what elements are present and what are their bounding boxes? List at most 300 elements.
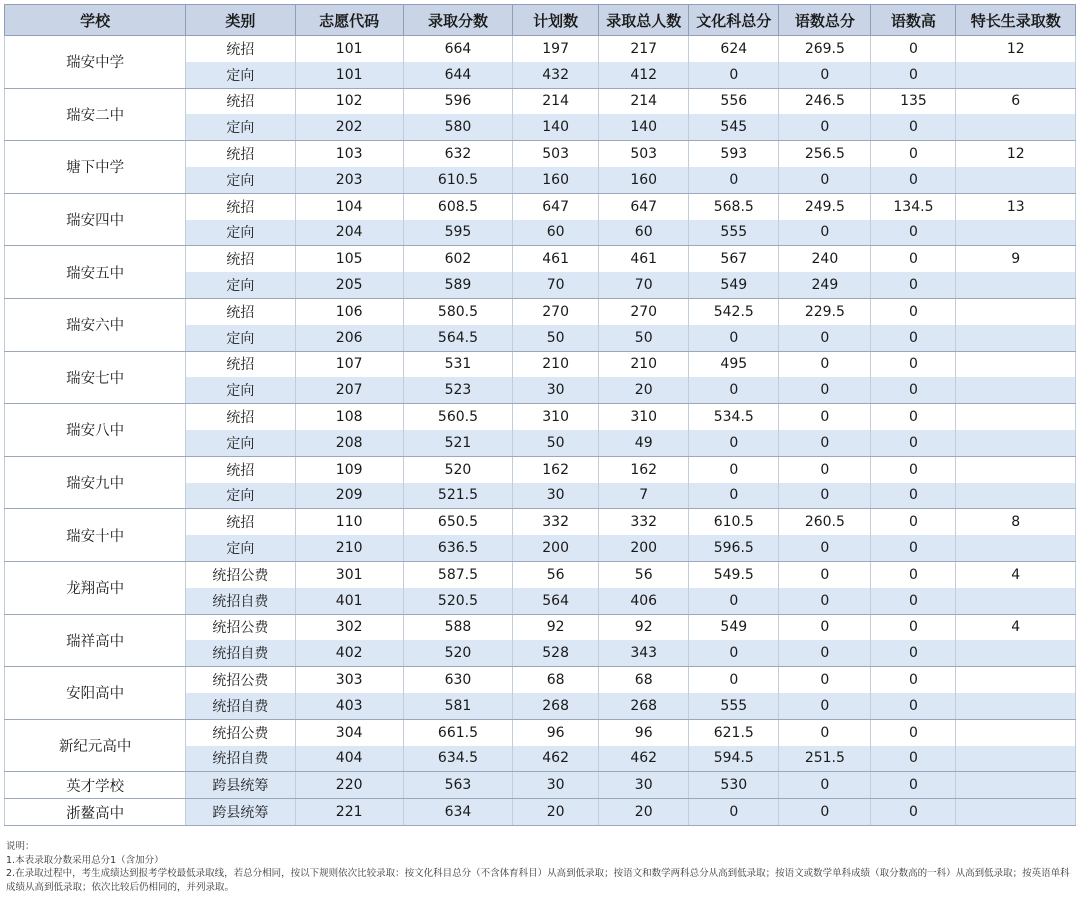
- special-count-cell: [956, 430, 1076, 456]
- total-cell: 214: [599, 88, 689, 114]
- code-cell: 221: [295, 799, 403, 826]
- yushu-high-cell: 0: [871, 298, 956, 324]
- special-count-cell: 4: [956, 614, 1076, 640]
- category-cell: 统招自费: [186, 588, 295, 614]
- yushu-total-cell: 0: [779, 325, 871, 351]
- category-cell: 定向: [186, 220, 295, 246]
- total-cell: 406: [599, 588, 689, 614]
- yushu-total-cell: 0: [779, 167, 871, 193]
- code-cell: 207: [295, 377, 403, 403]
- category-cell: 跨县统筹: [186, 772, 295, 799]
- total-cell: 343: [599, 640, 689, 666]
- score-cell: 531: [403, 351, 512, 377]
- total-cell: 647: [599, 193, 689, 219]
- total-cell: 160: [599, 167, 689, 193]
- code-cell: 206: [295, 325, 403, 351]
- category-cell: 统招: [186, 509, 295, 535]
- score-cell: 563: [403, 772, 512, 799]
- culture-total-cell: 534.5: [689, 404, 779, 430]
- table-row: [5, 799, 1076, 826]
- culture-total-cell: 0: [689, 62, 779, 88]
- plan-cell: 96: [513, 719, 599, 745]
- score-cell: 664: [403, 36, 512, 62]
- yushu-high-cell: 0: [871, 640, 956, 666]
- header-yushu-total: 语数总分: [779, 5, 871, 36]
- special-count-cell: [956, 640, 1076, 666]
- yushu-high-cell: 0: [871, 404, 956, 430]
- yushu-high-cell: 0: [871, 614, 956, 640]
- culture-total-cell: 593: [689, 141, 779, 167]
- yushu-total-cell: 0: [779, 799, 871, 826]
- category-cell: 统招: [186, 456, 295, 482]
- yushu-total-cell: 0: [779, 614, 871, 640]
- special-count-cell: [956, 799, 1076, 826]
- yushu-high-cell: 0: [871, 430, 956, 456]
- category-cell: 定向: [186, 377, 295, 403]
- total-cell: 7: [599, 483, 689, 509]
- total-cell: 310: [599, 404, 689, 430]
- category-cell: 定向: [186, 272, 295, 298]
- yushu-high-cell: 0: [871, 509, 956, 535]
- school-name-cell: 瑞安中学: [5, 36, 186, 89]
- plan-cell: 268: [513, 693, 599, 719]
- code-cell: 203: [295, 167, 403, 193]
- table-row: [5, 193, 1076, 219]
- plan-cell: 68: [513, 667, 599, 693]
- total-cell: 268: [599, 693, 689, 719]
- category-cell: 统招: [186, 351, 295, 377]
- table-body: [5, 36, 1076, 826]
- yushu-total-cell: 256.5: [779, 141, 871, 167]
- yushu-high-cell: 0: [871, 746, 956, 772]
- score-cell: 608.5: [403, 193, 512, 219]
- culture-total-cell: 542.5: [689, 298, 779, 324]
- code-cell: 301: [295, 561, 403, 587]
- special-count-cell: [956, 772, 1076, 799]
- code-cell: 109: [295, 456, 403, 482]
- category-cell: 统招: [186, 141, 295, 167]
- special-count-cell: [956, 167, 1076, 193]
- special-count-cell: [956, 693, 1076, 719]
- school-name-cell: 瑞祥高中: [5, 614, 186, 667]
- yushu-total-cell: 249.5: [779, 193, 871, 219]
- code-cell: 304: [295, 719, 403, 745]
- culture-total-cell: 624: [689, 36, 779, 62]
- category-cell: 统招: [186, 298, 295, 324]
- score-cell: 587.5: [403, 561, 512, 587]
- header-total: 录取总人数: [599, 5, 689, 36]
- culture-total-cell: 555: [689, 220, 779, 246]
- special-count-cell: 8: [956, 509, 1076, 535]
- yushu-total-cell: 0: [779, 667, 871, 693]
- total-cell: 461: [599, 246, 689, 272]
- plan-cell: 210: [513, 351, 599, 377]
- yushu-total-cell: 0: [779, 377, 871, 403]
- special-count-cell: 9: [956, 246, 1076, 272]
- plan-cell: 160: [513, 167, 599, 193]
- score-cell: 581: [403, 693, 512, 719]
- culture-total-cell: 556: [689, 88, 779, 114]
- plan-cell: 214: [513, 88, 599, 114]
- code-cell: 210: [295, 535, 403, 561]
- culture-total-cell: 567: [689, 246, 779, 272]
- plan-cell: 197: [513, 36, 599, 62]
- yushu-high-cell: 0: [871, 36, 956, 62]
- yushu-high-cell: 0: [871, 799, 956, 826]
- plan-cell: 92: [513, 614, 599, 640]
- culture-total-cell: 555: [689, 693, 779, 719]
- school-name-cell: 新纪元高中: [5, 719, 186, 772]
- total-cell: 60: [599, 220, 689, 246]
- code-cell: 108: [295, 404, 403, 430]
- yushu-total-cell: 0: [779, 220, 871, 246]
- category-cell: 统招公费: [186, 561, 295, 587]
- yushu-total-cell: 0: [779, 351, 871, 377]
- school-name-cell: 瑞安四中: [5, 193, 186, 246]
- score-cell: 560.5: [403, 404, 512, 430]
- yushu-total-cell: 0: [779, 588, 871, 614]
- yushu-total-cell: 251.5: [779, 746, 871, 772]
- table-row: [5, 36, 1076, 62]
- table-row: [5, 772, 1076, 799]
- school-name-cell: 英才学校: [5, 772, 186, 799]
- special-count-cell: 13: [956, 193, 1076, 219]
- school-name-cell: 瑞安十中: [5, 509, 186, 562]
- school-name-cell: 龙翔高中: [5, 561, 186, 614]
- total-cell: 332: [599, 509, 689, 535]
- yushu-high-cell: 0: [871, 456, 956, 482]
- culture-total-cell: 0: [689, 799, 779, 826]
- score-cell: 521: [403, 430, 512, 456]
- yushu-high-cell: 0: [871, 272, 956, 298]
- plan-cell: 310: [513, 404, 599, 430]
- plan-cell: 503: [513, 141, 599, 167]
- header-category: 类别: [186, 5, 295, 36]
- yushu-total-cell: 240: [779, 246, 871, 272]
- yushu-total-cell: 229.5: [779, 298, 871, 324]
- special-count-cell: 6: [956, 88, 1076, 114]
- culture-total-cell: 596.5: [689, 535, 779, 561]
- total-cell: 49: [599, 430, 689, 456]
- header-special-count: 特长生录取数: [956, 5, 1076, 36]
- score-cell: 564.5: [403, 325, 512, 351]
- category-cell: 统招公费: [186, 719, 295, 745]
- code-cell: 110: [295, 509, 403, 535]
- yushu-high-cell: 0: [871, 351, 956, 377]
- culture-total-cell: 0: [689, 167, 779, 193]
- score-cell: 650.5: [403, 509, 512, 535]
- yushu-total-cell: 0: [779, 483, 871, 509]
- culture-total-cell: 0: [689, 430, 779, 456]
- school-name-cell: 瑞安五中: [5, 246, 186, 299]
- score-cell: 595: [403, 220, 512, 246]
- score-cell: 634.5: [403, 746, 512, 772]
- special-count-cell: [956, 220, 1076, 246]
- culture-total-cell: 621.5: [689, 719, 779, 745]
- plan-cell: 20: [513, 799, 599, 826]
- code-cell: 106: [295, 298, 403, 324]
- special-count-cell: [956, 746, 1076, 772]
- category-cell: 统招自费: [186, 693, 295, 719]
- culture-total-cell: 568.5: [689, 193, 779, 219]
- yushu-high-cell: 0: [871, 246, 956, 272]
- category-cell: 跨县统筹: [186, 799, 295, 826]
- plan-cell: 461: [513, 246, 599, 272]
- yushu-total-cell: 0: [779, 719, 871, 745]
- score-cell: 523: [403, 377, 512, 403]
- yushu-high-cell: 0: [871, 377, 956, 403]
- table-row: [5, 614, 1076, 640]
- total-cell: 200: [599, 535, 689, 561]
- school-name-cell: 浙鳌高中: [5, 799, 186, 826]
- score-cell: 602: [403, 246, 512, 272]
- table-row: [5, 88, 1076, 114]
- yushu-total-cell: 249: [779, 272, 871, 298]
- table-row: [5, 561, 1076, 587]
- table-row: [5, 298, 1076, 324]
- notes-section: [6, 840, 1072, 894]
- plan-cell: 50: [513, 430, 599, 456]
- code-cell: 302: [295, 614, 403, 640]
- admission-table-container: [4, 4, 1076, 826]
- plan-cell: 60: [513, 220, 599, 246]
- total-cell: 96: [599, 719, 689, 745]
- header-culture-total: 文化科总分: [689, 5, 779, 36]
- special-count-cell: [956, 719, 1076, 745]
- code-cell: 404: [295, 746, 403, 772]
- category-cell: 定向: [186, 114, 295, 140]
- yushu-total-cell: 0: [779, 456, 871, 482]
- yushu-high-cell: 0: [871, 535, 956, 561]
- special-count-cell: [956, 667, 1076, 693]
- total-cell: 56: [599, 561, 689, 587]
- plan-cell: 30: [513, 377, 599, 403]
- score-cell: 661.5: [403, 719, 512, 745]
- yushu-total-cell: 246.5: [779, 88, 871, 114]
- plan-cell: 50: [513, 325, 599, 351]
- plan-cell: 162: [513, 456, 599, 482]
- code-cell: 209: [295, 483, 403, 509]
- header-plan: 计划数: [513, 5, 599, 36]
- table-row: [5, 141, 1076, 167]
- code-cell: 205: [295, 272, 403, 298]
- code-cell: 104: [295, 193, 403, 219]
- special-count-cell: 4: [956, 561, 1076, 587]
- code-cell: 401: [295, 588, 403, 614]
- category-cell: 统招公费: [186, 614, 295, 640]
- table-row: [5, 351, 1076, 377]
- total-cell: 270: [599, 298, 689, 324]
- category-cell: 定向: [186, 62, 295, 88]
- plan-cell: 270: [513, 298, 599, 324]
- total-cell: 20: [599, 377, 689, 403]
- score-cell: 520: [403, 640, 512, 666]
- code-cell: 102: [295, 88, 403, 114]
- culture-total-cell: 0: [689, 640, 779, 666]
- category-cell: 统招自费: [186, 746, 295, 772]
- total-cell: 462: [599, 746, 689, 772]
- yushu-total-cell: 0: [779, 114, 871, 140]
- school-name-cell: 塘下中学: [5, 141, 186, 194]
- code-cell: 202: [295, 114, 403, 140]
- total-cell: 210: [599, 351, 689, 377]
- table-row: [5, 509, 1076, 535]
- category-cell: 定向: [186, 483, 295, 509]
- culture-total-cell: 530: [689, 772, 779, 799]
- total-cell: 140: [599, 114, 689, 140]
- code-cell: 101: [295, 36, 403, 62]
- yushu-total-cell: 0: [779, 430, 871, 456]
- total-cell: 162: [599, 456, 689, 482]
- yushu-total-cell: 269.5: [779, 36, 871, 62]
- admission-score-table: [4, 4, 1076, 826]
- school-name-cell: 瑞安八中: [5, 404, 186, 457]
- plan-cell: 528: [513, 640, 599, 666]
- yushu-high-cell: 0: [871, 220, 956, 246]
- code-cell: 101: [295, 62, 403, 88]
- code-cell: 402: [295, 640, 403, 666]
- yushu-high-cell: 0: [871, 325, 956, 351]
- special-count-cell: [956, 404, 1076, 430]
- plan-cell: 140: [513, 114, 599, 140]
- table-row: [5, 667, 1076, 693]
- score-cell: 521.5: [403, 483, 512, 509]
- yushu-high-cell: 0: [871, 693, 956, 719]
- score-cell: 636.5: [403, 535, 512, 561]
- total-cell: 412: [599, 62, 689, 88]
- school-name-cell: 安阳高中: [5, 667, 186, 720]
- plan-cell: 462: [513, 746, 599, 772]
- category-cell: 统招自费: [186, 640, 295, 666]
- code-cell: 403: [295, 693, 403, 719]
- yushu-total-cell: 0: [779, 561, 871, 587]
- yushu-total-cell: 0: [779, 772, 871, 799]
- table-row: [5, 404, 1076, 430]
- culture-total-cell: 0: [689, 325, 779, 351]
- special-count-cell: [956, 272, 1076, 298]
- header-school: 学校: [5, 5, 186, 36]
- total-cell: 50: [599, 325, 689, 351]
- score-cell: 634: [403, 799, 512, 826]
- culture-total-cell: 610.5: [689, 509, 779, 535]
- category-cell: 定向: [186, 325, 295, 351]
- yushu-high-cell: 134.5: [871, 193, 956, 219]
- yushu-total-cell: 0: [779, 62, 871, 88]
- yushu-total-cell: 0: [779, 693, 871, 719]
- culture-total-cell: 495: [689, 351, 779, 377]
- total-cell: 20: [599, 799, 689, 826]
- category-cell: 定向: [186, 430, 295, 456]
- score-cell: 580: [403, 114, 512, 140]
- category-cell: 统招: [186, 246, 295, 272]
- score-cell: 520.5: [403, 588, 512, 614]
- special-count-cell: [956, 377, 1076, 403]
- table-row: [5, 246, 1076, 272]
- culture-total-cell: 0: [689, 483, 779, 509]
- category-cell: 统招: [186, 88, 295, 114]
- total-cell: 217: [599, 36, 689, 62]
- category-cell: 定向: [186, 167, 295, 193]
- culture-total-cell: 0: [689, 588, 779, 614]
- score-cell: 520: [403, 456, 512, 482]
- yushu-high-cell: 0: [871, 114, 956, 140]
- special-count-cell: 12: [956, 141, 1076, 167]
- school-name-cell: 瑞安九中: [5, 456, 186, 509]
- culture-total-cell: 549.5: [689, 561, 779, 587]
- plan-cell: 647: [513, 193, 599, 219]
- special-count-cell: 12: [956, 36, 1076, 62]
- special-count-cell: [956, 456, 1076, 482]
- plan-cell: 70: [513, 272, 599, 298]
- header-row: [5, 5, 1076, 36]
- table-row: [5, 719, 1076, 745]
- plan-cell: 200: [513, 535, 599, 561]
- header-yushu-high: 语数高: [871, 5, 956, 36]
- special-count-cell: [956, 62, 1076, 88]
- code-cell: 107: [295, 351, 403, 377]
- code-cell: 208: [295, 430, 403, 456]
- total-cell: 92: [599, 614, 689, 640]
- culture-total-cell: 549: [689, 272, 779, 298]
- code-cell: 220: [295, 772, 403, 799]
- plan-cell: 30: [513, 483, 599, 509]
- yushu-high-cell: 135: [871, 88, 956, 114]
- culture-total-cell: 0: [689, 456, 779, 482]
- yushu-high-cell: 0: [871, 772, 956, 799]
- plan-cell: 332: [513, 509, 599, 535]
- score-cell: 644: [403, 62, 512, 88]
- yushu-total-cell: 260.5: [779, 509, 871, 535]
- special-count-cell: [956, 483, 1076, 509]
- culture-total-cell: 594.5: [689, 746, 779, 772]
- culture-total-cell: 549: [689, 614, 779, 640]
- school-name-cell: 瑞安六中: [5, 298, 186, 351]
- plan-cell: 432: [513, 62, 599, 88]
- total-cell: 503: [599, 141, 689, 167]
- score-cell: 589: [403, 272, 512, 298]
- special-count-cell: [956, 588, 1076, 614]
- code-cell: 204: [295, 220, 403, 246]
- code-cell: 303: [295, 667, 403, 693]
- score-cell: 580.5: [403, 298, 512, 324]
- yushu-high-cell: 0: [871, 62, 956, 88]
- category-cell: 统招: [186, 36, 295, 62]
- score-cell: 610.5: [403, 167, 512, 193]
- school-name-cell: 瑞安二中: [5, 88, 186, 141]
- category-cell: 统招: [186, 193, 295, 219]
- yushu-total-cell: 0: [779, 640, 871, 666]
- special-count-cell: [956, 114, 1076, 140]
- score-cell: 588: [403, 614, 512, 640]
- yushu-total-cell: 0: [779, 404, 871, 430]
- culture-total-cell: 0: [689, 667, 779, 693]
- yushu-high-cell: 0: [871, 667, 956, 693]
- special-count-cell: [956, 351, 1076, 377]
- category-cell: 统招公费: [186, 667, 295, 693]
- total-cell: 30: [599, 772, 689, 799]
- school-name-cell: 瑞安七中: [5, 351, 186, 404]
- culture-total-cell: 545: [689, 114, 779, 140]
- plan-cell: 564: [513, 588, 599, 614]
- plan-cell: 30: [513, 772, 599, 799]
- total-cell: 70: [599, 272, 689, 298]
- header-code: 志愿代码: [295, 5, 403, 36]
- category-cell: 定向: [186, 535, 295, 561]
- special-count-cell: [956, 535, 1076, 561]
- header-score: 录取分数: [403, 5, 512, 36]
- notes-line-1: 1.本表录取分数采用总分1（含加分）: [6, 854, 164, 866]
- plan-cell: 56: [513, 561, 599, 587]
